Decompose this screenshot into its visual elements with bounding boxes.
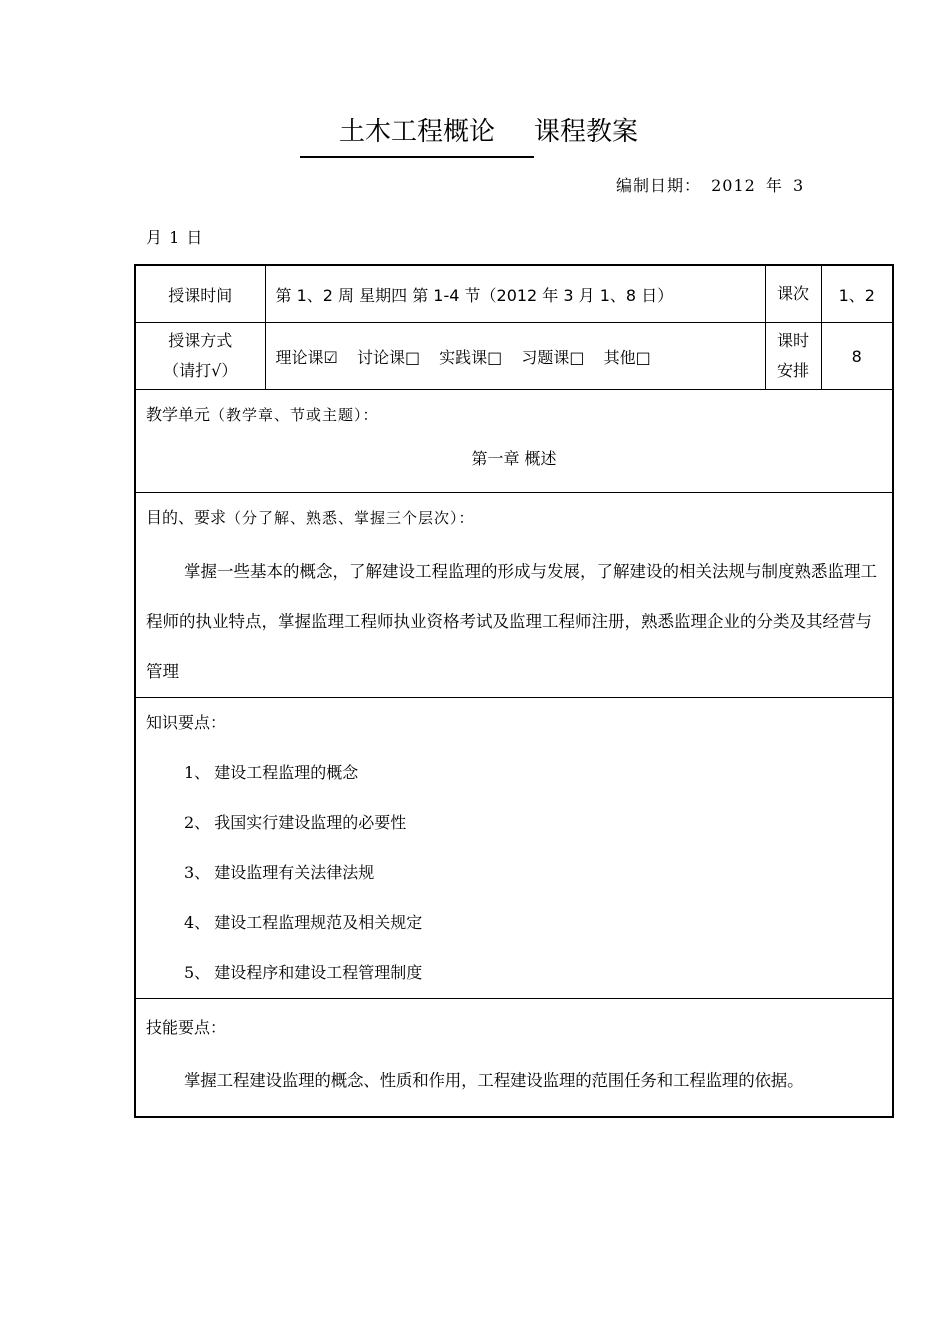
list-item-text: 建设工程监理的概念 bbox=[214, 763, 359, 782]
table-row bbox=[135, 265, 893, 323]
hours-label-line1: 课时 bbox=[776, 331, 809, 350]
list-item bbox=[146, 798, 882, 848]
session-label: 课次 bbox=[765, 265, 821, 323]
table-row bbox=[135, 390, 893, 493]
teaching-method-label bbox=[135, 323, 265, 390]
table-row bbox=[135, 698, 893, 999]
hours-label bbox=[765, 323, 821, 390]
list-item-text: 建设工程监理规范及相关规定 bbox=[214, 913, 423, 932]
table-row bbox=[135, 999, 893, 1118]
teaching-unit-section bbox=[135, 390, 893, 493]
compile-date bbox=[616, 173, 808, 196]
skills-label: 技能要点： bbox=[146, 1018, 227, 1037]
date-label: 编制日期： bbox=[616, 176, 702, 195]
teaching-time-label: 授课时间 bbox=[135, 265, 265, 323]
method-option-exercise[interactable]: 习题课□ bbox=[521, 347, 585, 367]
lesson-plan-table bbox=[134, 264, 894, 1118]
knowledge-list bbox=[146, 748, 882, 998]
session-value: 1、2 bbox=[821, 265, 893, 323]
goals-hint: （分了解、熟悉、掌握三个层次）： bbox=[226, 509, 475, 527]
list-item bbox=[146, 948, 882, 998]
title-suffix: 课程教案 bbox=[534, 117, 639, 147]
list-item bbox=[146, 748, 882, 798]
list-item bbox=[146, 848, 882, 898]
teaching-method-label-line1: 授课方式 bbox=[168, 331, 233, 350]
method-option-discussion[interactable]: 讨论课□ bbox=[356, 347, 421, 367]
list-item-number: 2、 bbox=[184, 813, 211, 832]
list-item-text: 我国实行建设监理的必要性 bbox=[214, 813, 407, 832]
goals-section bbox=[135, 493, 893, 698]
compile-date-continued: 月 1 日 bbox=[146, 228, 204, 247]
list-item-text: 建设监理有关法律法规 bbox=[214, 863, 375, 882]
table-row bbox=[135, 493, 893, 698]
date-year-unit: 年 bbox=[765, 176, 783, 195]
list-item-number: 3、 bbox=[184, 863, 211, 882]
list-item-number: 4、 bbox=[184, 913, 211, 932]
table-row bbox=[135, 323, 893, 390]
method-option-theory[interactable]: 理论课☑ bbox=[275, 347, 338, 367]
date-month: 3 bbox=[793, 176, 805, 195]
goals-text: 掌握一些基本的概念，了解建设工程监理的形成与发展，了解建设的相关法规与制度熟悉监理工程师的执业特点，掌握监理工程师执业资格考试及监理工程师注册，熟悉监理企业的分类及其经营与管理 bbox=[146, 562, 877, 681]
knowledge-label: 知识要点： bbox=[146, 713, 227, 732]
teaching-unit-value: 第一章 概述 bbox=[471, 449, 557, 468]
knowledge-section bbox=[135, 698, 893, 999]
teaching-time-value: 第 1、2 周 星期四 第 1-4 节（2012 年 3 月 1、8 日） bbox=[265, 265, 765, 323]
hours-label-line2: 安排 bbox=[776, 361, 809, 380]
goals-label: 目的、要求 bbox=[146, 508, 227, 527]
method-option-other[interactable]: 其他□ bbox=[603, 347, 651, 367]
teaching-unit-label: 教学单元 bbox=[146, 405, 211, 424]
list-item bbox=[146, 898, 882, 948]
hours-value: 8 bbox=[821, 323, 893, 390]
date-year: 2012 bbox=[711, 176, 756, 195]
teaching-unit-hint: （教学章、节或主题）： bbox=[210, 406, 379, 424]
list-item-number: 5、 bbox=[184, 963, 211, 982]
method-option-practice[interactable]: 实践课□ bbox=[439, 347, 503, 367]
course-name: 土木工程概论 bbox=[300, 112, 534, 158]
list-item-number: 1、 bbox=[184, 763, 211, 782]
skills-text: 掌握工程建设监理的概念、性质和作用，工程建设监理的范围任务和工程监理的依据。 bbox=[184, 1071, 804, 1090]
teaching-method-options bbox=[265, 323, 765, 390]
skills-section bbox=[135, 999, 893, 1118]
teaching-method-label-line2: （请打√） bbox=[163, 361, 238, 380]
list-item-text: 建设程序和建设工程管理制度 bbox=[214, 963, 423, 982]
